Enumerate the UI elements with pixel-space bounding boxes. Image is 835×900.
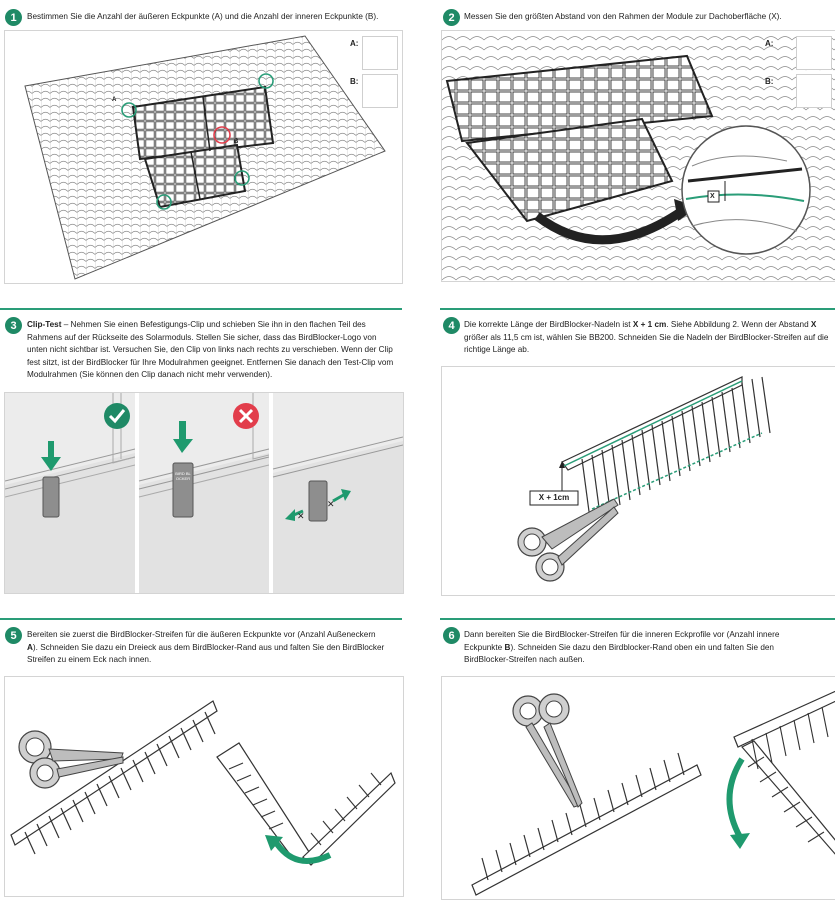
text-bold: A (27, 642, 33, 652)
text-part: . Siehe Abbildung 2. Wenn der Abstand (666, 320, 811, 329)
step-body: – Nehmen Sie einen Befestigungs-Clip und schieben Sie ihn in den flachen Teil des Rahmens auf der Rückseite des Solarmoduls. Stellen Sie sicher, dass das BirdBlocker-Logo von unten nicht sichtbar ist. Versuchen Sie, den Clip von links nach rechts zu verschieben. Wenn der Clip fest sitzt, ist der BirdBlocker für Ihre Modulrahmen geeignet. Entfernen Sie danach den Test-Clip vom Modulrahmen (Sie können den Clip danach nicht mehr verwenden). (27, 320, 394, 379)
needle-length-illustration (441, 366, 835, 596)
zoom-detail-circle (682, 126, 810, 254)
inner-corner-fold-illustration (441, 676, 835, 900)
step-instruction (464, 629, 814, 667)
clip-test-illustration (4, 392, 404, 594)
text-bold: X (810, 320, 817, 329)
answer-a-box (362, 36, 398, 70)
svg-text:✕: ✕ (297, 511, 305, 521)
text-part: ). Schneiden Sie dazu den Birdblocker-Rand oben ein und falten Sie den BirdBlocker-Streifen nach außen. (464, 642, 774, 664)
step-number-badge: 1 (5, 9, 22, 26)
text-bold: B (504, 642, 511, 652)
clip-logo-label: BIRD BLOCKER (175, 471, 191, 481)
answer-b-box (796, 74, 832, 108)
step-instruction (464, 319, 834, 357)
step-instruction (27, 319, 397, 382)
text-part: ). Schneiden Sie dazu ein Dreieck aus dem BirdBlocker-Rand aus und falten Sie den BirdBlocker Streifen zu einem Eck nach innen. (27, 642, 385, 664)
section-divider (440, 308, 835, 310)
text-bold: X + 1 cm (632, 320, 667, 329)
step-number-badge: 2 (443, 9, 460, 26)
step-6 (440, 618, 835, 900)
answer-b-label: B: (350, 77, 359, 86)
callout-a: A (112, 97, 117, 103)
answer-a-box (796, 36, 832, 70)
callout-b: B (234, 139, 239, 145)
step-5 (0, 618, 402, 900)
folded-strip-right (303, 773, 395, 865)
step-instruction: Messen Sie den größten Abstand von den Rahmen der Module zur Dachoberfläche (X). (464, 12, 782, 21)
distance-measure-illustration (441, 30, 835, 282)
check-icon (104, 403, 130, 429)
section-divider (440, 618, 835, 620)
step-2 (440, 0, 835, 285)
measure-label: X + 1cm (538, 493, 570, 502)
answer-a-label: A: (765, 39, 774, 48)
birdblocker-strip (472, 765, 701, 895)
step-number-badge: 6 (443, 627, 460, 644)
answer-b-label: B: (765, 77, 774, 86)
text-part: größer als 11,5 cm ist, wählen Sie BB200. Schneiden Sie die Nadeln der BirdBlocker-Streifen auf die richtige Länge ab. (464, 332, 829, 354)
roof-corner-illustration (4, 30, 403, 284)
step-3 (0, 308, 402, 598)
answer-b-box (362, 74, 398, 108)
text-part: Die korrekte Länge der BirdBlocker-Nadeln ist (464, 320, 633, 329)
step-number-badge: 5 (5, 627, 22, 644)
step-1 (0, 0, 402, 285)
step-number-badge: 4 (443, 317, 460, 334)
callout-x: X (710, 193, 715, 200)
step-number-badge: 3 (5, 317, 22, 334)
section-divider (0, 308, 402, 310)
folded-strip-left (217, 743, 311, 861)
outer-corner-fold-illustration (4, 676, 404, 897)
section-divider (0, 618, 402, 620)
step-4 (440, 308, 835, 598)
step-instruction: Bestimmen Sie die Anzahl der äußeren Eckpunkte (A) und die Anzahl der inneren Eckpunkte (B). (27, 12, 379, 21)
answer-a-label: A: (350, 39, 359, 48)
text-part: Bereiten sie zuerst die BirdBlocker-Streifen für die äußeren Eckpunkte vor (Anzahl Außeneckern (27, 630, 376, 639)
step-lead: Clip-Test (27, 320, 62, 329)
folded-strip-upper (734, 691, 835, 747)
fold-arrow (729, 759, 742, 837)
step-instruction (27, 629, 387, 667)
svg-text:✕: ✕ (327, 499, 335, 509)
text-part: Dann bereiten Sie die BirdBlocker-Streifen für die inneren Eckprofile vor (Anzahl innere Eckpunkte (464, 630, 780, 652)
